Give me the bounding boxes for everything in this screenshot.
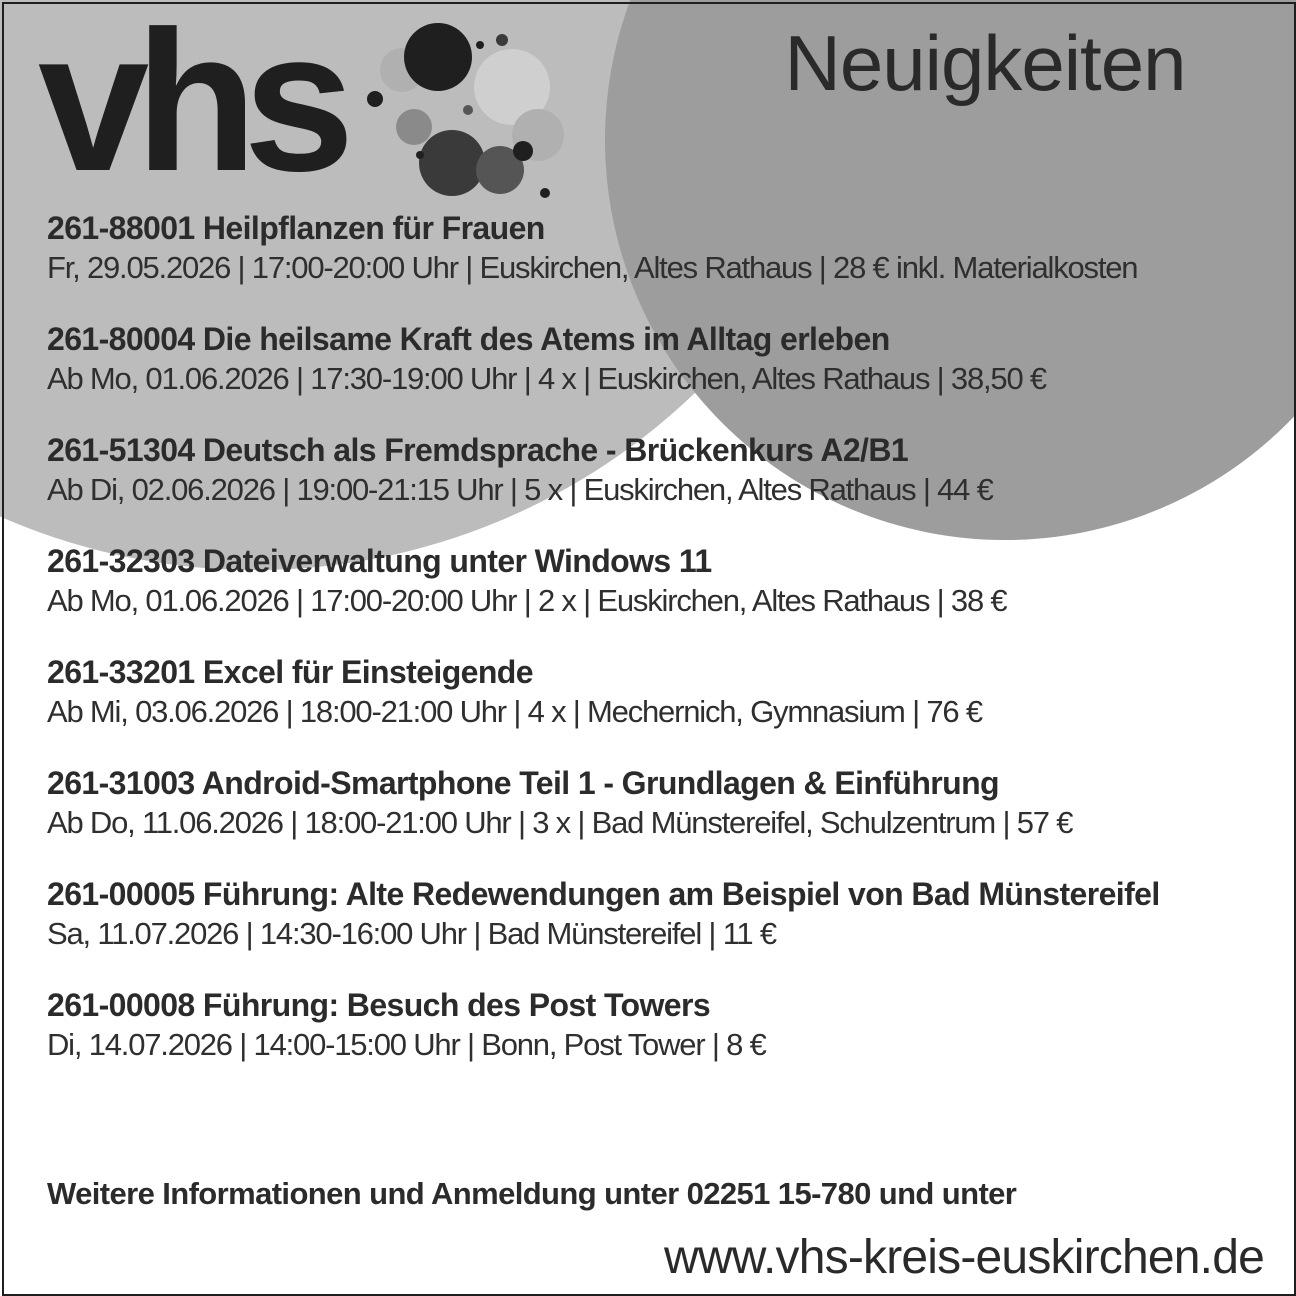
course-list [47, 208, 1287, 1096]
course-details: Ab Di, 02.06.2026 | 19:00-21:15 Uhr | 5 x | Euskirchen, Altes Rathaus | 44 € [47, 472, 993, 507]
course-title: 261-80004 Die heilsame Kraft des Atems im Alltag erleben [47, 321, 890, 357]
list-item [47, 541, 1287, 621]
course-title: 261-32303 Dateiverwaltung unter Windows 11 [47, 543, 712, 579]
course-title: 261-31003 Android-Smartphone Teil 1 - Grundlagen & Einführung [47, 765, 999, 801]
list-item [47, 319, 1287, 399]
course-title: 261-00005 Führung: Alte Redewendungen am Beispiel von Bad Münstereifel [47, 876, 1160, 912]
list-item [47, 208, 1287, 288]
course-details: Fr, 29.05.2026 | 17:00-20:00 Uhr | Euskirchen, Altes Rathaus | 28 € inkl. Materialkosten [47, 250, 1138, 285]
page-title: Neuigkeiten [784, 19, 1186, 107]
course-title: 261-88001 Heilpflanzen für Frauen [47, 210, 545, 246]
list-item [47, 874, 1287, 954]
list-item [47, 652, 1287, 732]
list-item [47, 430, 1287, 510]
footer-info: Weitere Informationen und Anmeldung unter 02251 15-780 und unter [47, 1176, 1017, 1211]
logo-bubbles-icon [367, 23, 564, 198]
course-details: Ab Mo, 01.06.2026 | 17:00-20:00 Uhr | 2 x | Euskirchen, Altes Rathaus | 38 € [47, 583, 1007, 618]
course-title: 261-33201 Excel für Einsteigende [47, 654, 533, 690]
course-details: Ab Do, 11.06.2026 | 18:00-21:00 Uhr | 3 x | Bad Münstereifel, Schulzentrum | 57 € [47, 805, 1073, 840]
course-details: Ab Mi, 03.06.2026 | 18:00-21:00 Uhr | 4 x | Mechernich, Gymnasium | 76 € [47, 694, 982, 729]
vhs-logo [30, 15, 570, 200]
course-title: 261-51304 Deutsch als Fremdsprache - Brückenkurs A2/B1 [47, 432, 909, 468]
list-item [47, 985, 1287, 1065]
course-details: Sa, 11.07.2026 | 14:30-16:00 Uhr | Bad Münstereifel | 11 € [47, 916, 776, 951]
website-link[interactable]: www.vhs-kreis-euskirchen.de [664, 1231, 1264, 1284]
course-details: Ab Mo, 01.06.2026 | 17:30-19:00 Uhr | 4 x | Euskirchen, Altes Rathaus | 38,50 € [47, 361, 1046, 396]
course-details: Di, 14.07.2026 | 14:00-15:00 Uhr | Bonn, Post Tower | 8 € [47, 1027, 766, 1062]
list-item [47, 763, 1287, 843]
vhs-logo-text: vhs [38, 15, 341, 200]
course-title: 261-00008 Führung: Besuch des Post Towers [47, 987, 711, 1023]
